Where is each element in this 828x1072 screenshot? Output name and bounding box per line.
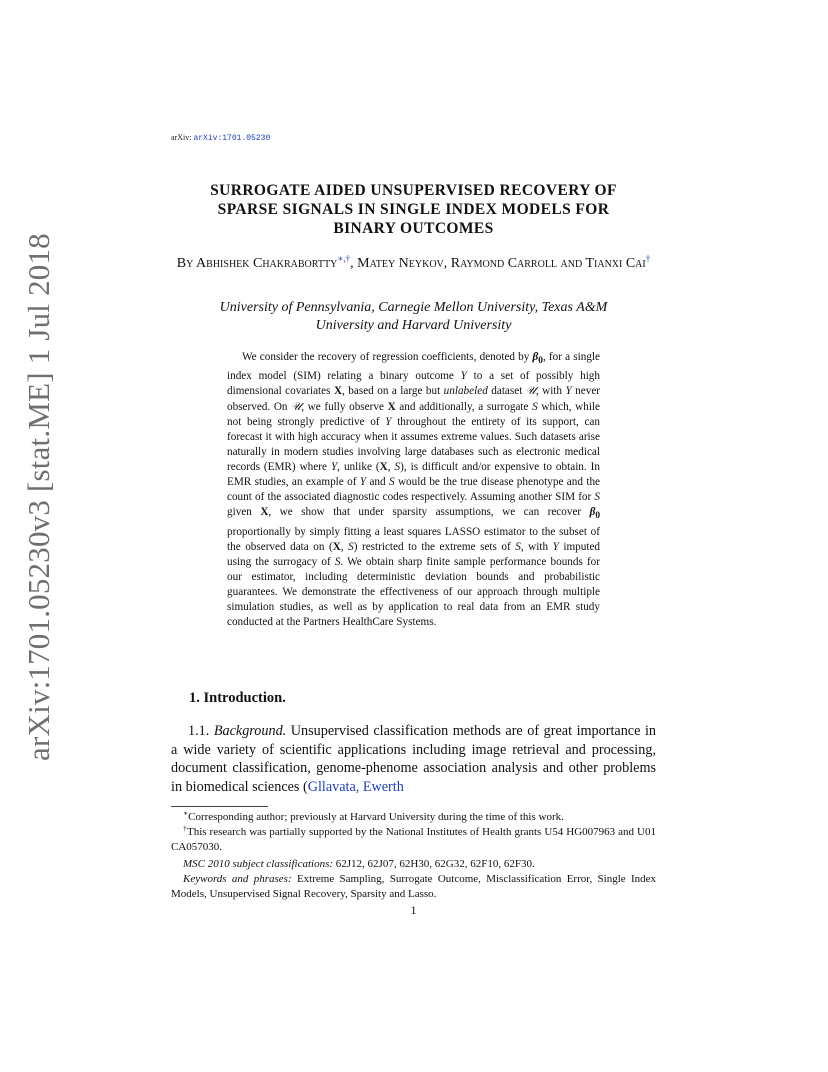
author-name: Matey Neykov: [357, 256, 444, 271]
affiliations: [171, 299, 656, 335]
arxiv-header: [171, 133, 270, 144]
body-text-run: Unsupervised classification methods are of great importance in a wide variety of scientific applications including image retrieval and processing, document classification, genome-phenome association analysis and other problems in biomedical sciences (: [171, 723, 656, 795]
author-separator: ,: [443, 256, 451, 271]
footnote-1: ∗Corresponding author; previously at Harvard University during the time of this work.: [183, 808, 564, 823]
title-line-3: BINARY OUTCOMES: [333, 220, 494, 237]
intro-paragraph: [171, 722, 656, 796]
arxiv-side-stamp: arXiv:1701.05230v3 [stat.ME] 1 Jul 2018: [21, 233, 56, 761]
citation-link[interactable]: Gllavata, Ewerth: [307, 778, 404, 795]
author-list: [171, 255, 656, 273]
footnote-marker-link[interactable]: †: [645, 253, 651, 264]
page-number: 1: [410, 903, 417, 917]
arxiv-prefix: arXiv:: [171, 133, 192, 142]
author-name: Raymond Carroll: [450, 256, 558, 271]
title-line-2: SPARSE SIGNALS IN SINGLE INDEX MODELS FOR: [217, 201, 610, 218]
footnotes: [171, 810, 656, 902]
author-separator: ,: [350, 256, 358, 271]
footnote-2: †This research was partially supported by the National Institutes of Health grants U54 HG007963 and U01 CA057030.: [171, 823, 656, 853]
footnote-divider: [171, 806, 268, 807]
keywords: Keywords and phrases: Extreme Sampling, Surrogate Outcome, Misclassification Error, Single Index Models, Unsupervised Signal Recovery, Sparsity and Lasso.: [171, 873, 657, 900]
subsection-number: 1.1.: [188, 723, 214, 739]
affiliation-line-2: University and Harvard University: [315, 318, 512, 333]
paper-title: [171, 181, 656, 238]
author-and: and: [557, 256, 586, 271]
by-label: By: [176, 256, 197, 271]
footnote-marker-link[interactable]: ∗,†: [337, 253, 351, 264]
section-heading: 1. Introduction.: [189, 690, 286, 706]
author-name: Tianxi Cai: [585, 256, 646, 271]
msc-classifications: MSC 2010 subject classifications: 62J12, 62J07, 62H30, 62G32, 62F10, 62F30.: [183, 858, 535, 870]
body-text: [171, 722, 656, 796]
author-name: Abhishek Chakrabortty: [196, 256, 338, 271]
abstract: [227, 350, 600, 630]
subsection-title: Background.: [213, 723, 287, 739]
title-line-1: SURROGATE AIDED UNSUPERVISED RECOVERY OF: [210, 182, 617, 199]
abstract-paragraph: We consider the recovery of regression coefficients, denoted by $\beta_0$, for a single index model (SIM) relating a binary outcome Y to a set of possibly high dimensional covariates X, based on a large but unlabeled dataset 𝒰, with Y never observed. On 𝒰, we fully observe X and additionally, a surrogate S which, while not being strongly predictive of Y throughout the entirety of its support, can forecast it with high accuracy when it assumes extreme values. Such datasets arise naturally in modern studies involving large databases such as electronic medical records (EMR) where Y, unlike (X, S), is difficult and/or expensive to obtain. In EMR studies, an example of Y and S would be the true disease phenotype and the count of the associated diagnostic codes respectively. Assuming another SIM for S given X, we show that under sparsity assumptions, we can recover $\beta_0$ proportionally by simply fitting a least squares LASSO estimator to the subset of the observed data on (X, S) restricted to the extreme sets of S, with Y imputed using the surrogacy of S. We obtain sharp finite sample performance bounds for our estimator, including deterministic deviation bounds and probabilistic guarantees. We demonstrate the effectiveness of our approach through multiple simulation studies, as well as by application to real data from an EMR study conducted at the Partners HealthCare Systems.: [227, 351, 601, 629]
affiliation-line-1: University of Pennsylvania, Carnegie Mellon University, Texas A&M: [219, 300, 608, 315]
arxiv-id-link[interactable]: arXiv:1701.05230: [193, 134, 271, 143]
